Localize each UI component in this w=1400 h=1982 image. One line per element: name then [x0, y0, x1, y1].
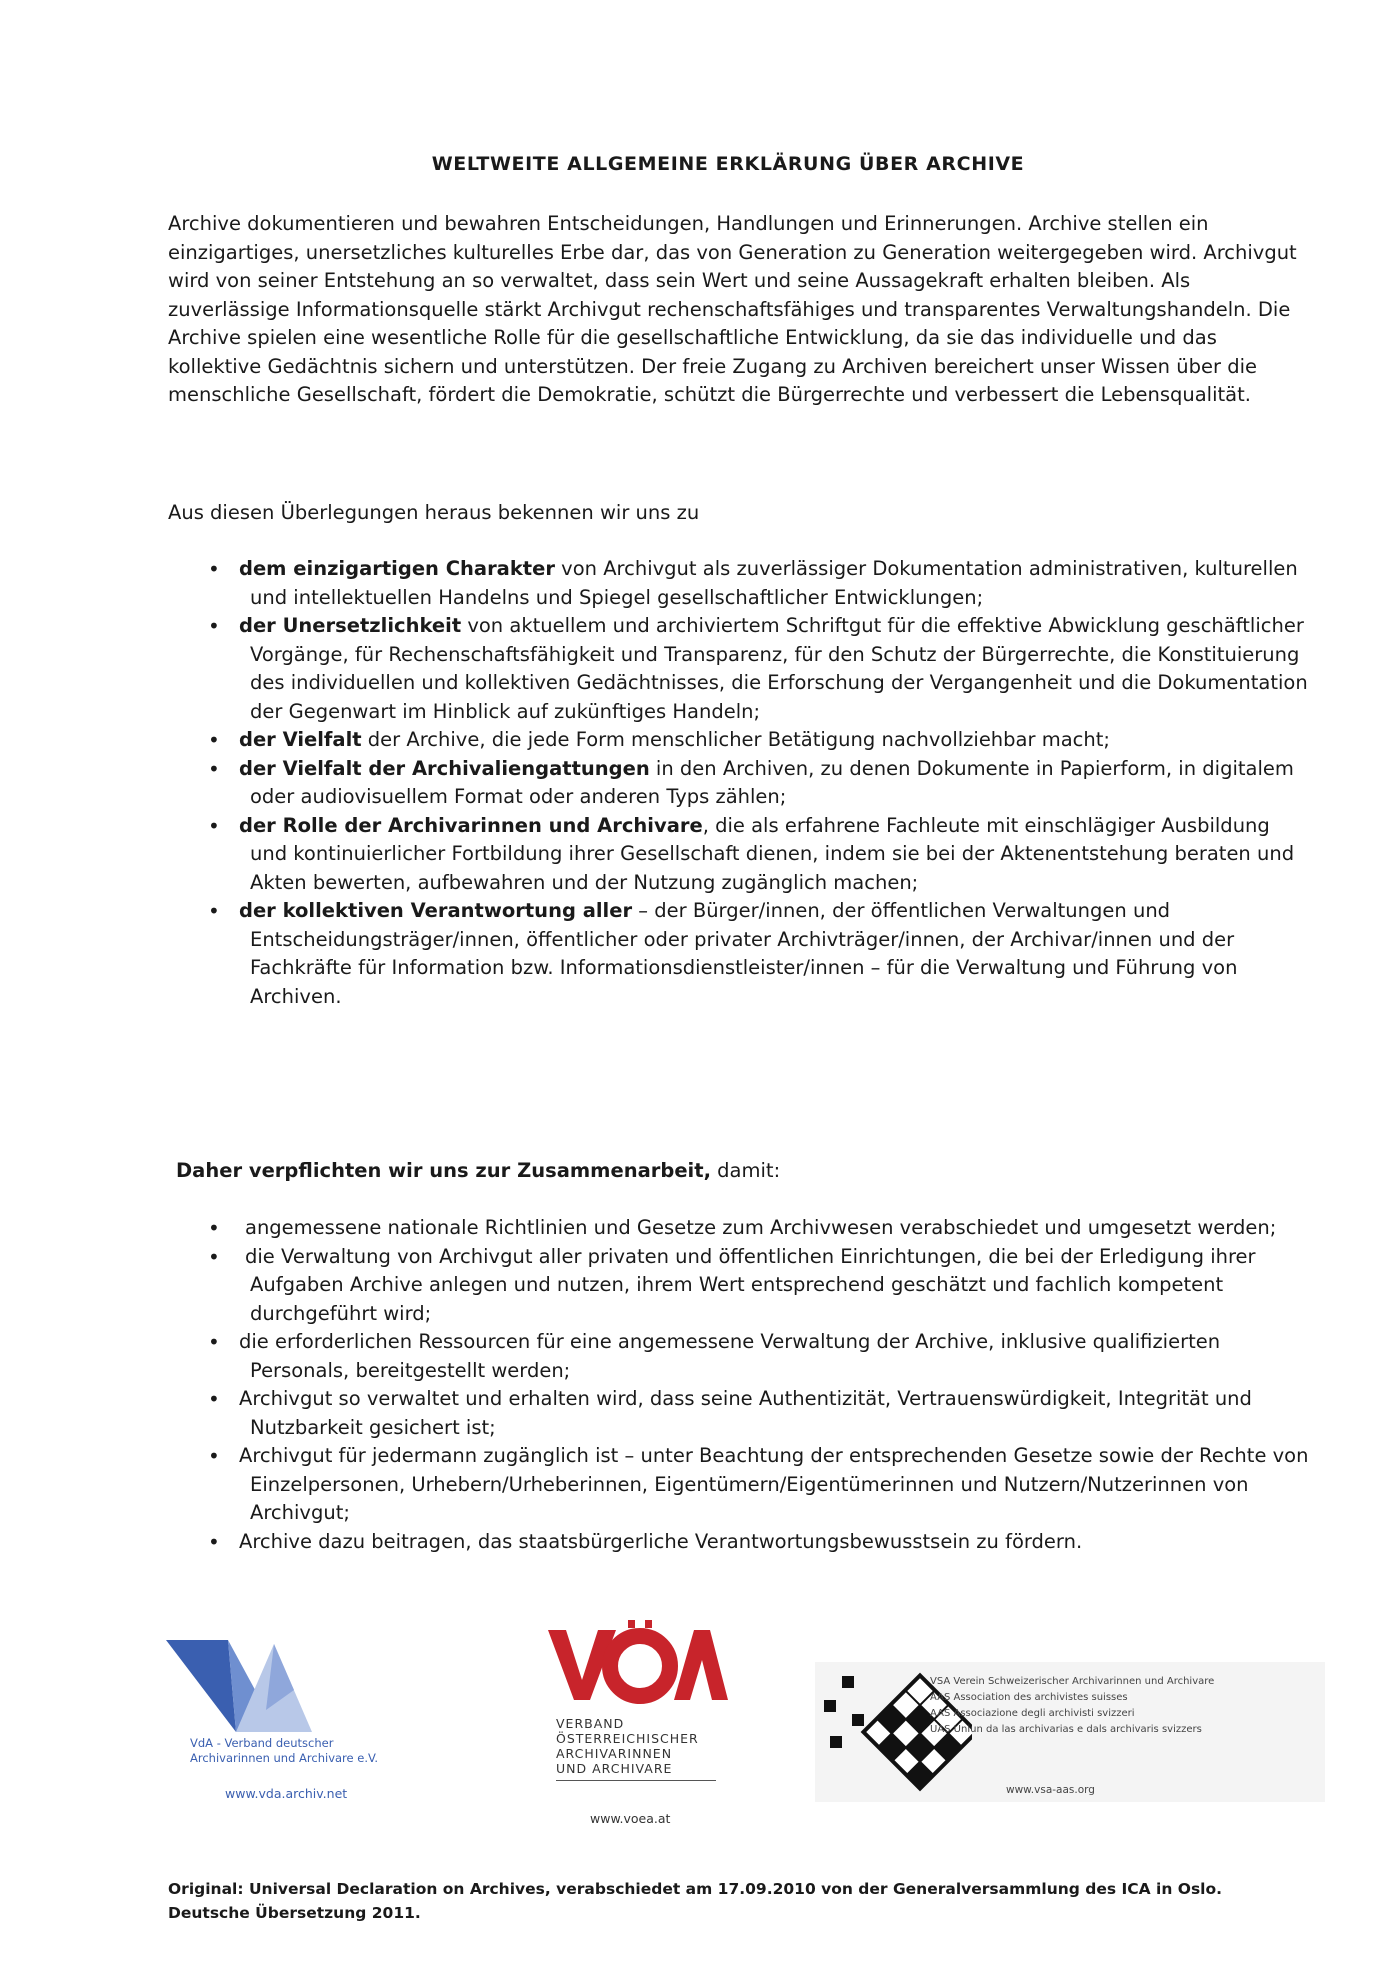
- bullet-icon: •: [208, 756, 220, 781]
- item-text: in den Archiven, zu denen Dokumente in Papierform, in digitalem oder audiovisuellem Format oder anderen Typs zählen;: [250, 756, 1294, 808]
- voa-name-line: ÖSTERREICHISCHER: [556, 1731, 699, 1746]
- cooperation-heading: [176, 1157, 1276, 1186]
- item-bold-lead: der Vielfalt der Archivaliengattungen: [239, 756, 650, 780]
- vsa-name-line: AAS Associazione degli archivisti svizzeri: [930, 1708, 1135, 1719]
- vda-logo-mark: [166, 1640, 236, 1732]
- item-text: Archive dazu beitragen, das staatsbürgerliche Verantwortungsbewusstsein zu fördern.: [239, 1529, 1083, 1553]
- footer-note: [168, 1877, 1368, 1925]
- voa-logo-letter: [674, 1630, 728, 1700]
- voa-logo-letter: [628, 1620, 635, 1628]
- item-bold-lead: der Rolle der Archivarinnen und Archivare: [239, 813, 703, 837]
- cooperation-bold: Daher verpflichten wir uns zur Zusammenarbeit,: [176, 1159, 711, 1182]
- voa-logo: [548, 1620, 728, 1712]
- item-text: Archivgut für jedermann zugänglich ist – unter Beachtung der entsprechenden Gesetze sowie der Rechte von Einzelpersonen, Urhebern/Urheberinnen, Eigentümern/Eigentümerinnen und Nutzern/Nutzerinnen von Archivgut;: [239, 1444, 1309, 1524]
- vsa-logo-square: [824, 1700, 836, 1712]
- item-bold-lead: der kollektiven Verantwortung aller: [239, 899, 633, 922]
- vsa-url: www.vsa-aas.org: [1006, 1784, 1095, 1796]
- voa-name: [556, 1716, 736, 1776]
- voa-url: www.voea.at: [590, 1811, 671, 1826]
- bullet-icon: •: [208, 557, 220, 581]
- vda-logo: [166, 1640, 426, 1800]
- list-item: [210, 1214, 1310, 1243]
- voa-name-line: VERBAND: [556, 1716, 625, 1731]
- list-item: [210, 1442, 1310, 1528]
- list-item: [210, 1385, 1310, 1442]
- vda-caption-line: Archivarinnen und Archivare e.V.: [190, 1751, 379, 1765]
- list-item: [210, 1528, 1310, 1557]
- vsa-name-line: VSA Verein Schweizerischer Archivarinnen und Archivare: [930, 1676, 1215, 1687]
- list-item: [210, 755, 1310, 812]
- item-text: – der Bürger/innen, der öffentlichen Verwaltungen und Entscheidungsträger/innen, öffentlicher oder privater Archivträger/innen, der Archivar/innen und der Fachkräfte für Information bzw. Informationsdienstleister/innen – für die Verwaltung und Führung von Archiven.: [250, 899, 1238, 1008]
- vda-caption-line: VdA - Verband deutscher: [190, 1736, 334, 1750]
- item-text: , die als erfahrene Fachleute mit einschlägiger Ausbildung und kontinuierlicher Fortbildung ihrer Gesellschaft dienen, indem sie bei der Aktenentstehung beraten und Akten bewerten, aufbewahren und der Nutzung zugänglich machen;: [250, 813, 1295, 894]
- list-item: [210, 897, 1310, 1011]
- footer-line: Original: Universal Declaration on Archives, verabschiedet am 17.09.2010 von der Generalversammlung des ICA in Oslo.: [168, 1880, 1223, 1898]
- bullet-icon: •: [208, 813, 220, 838]
- vsa-names: [930, 1674, 1310, 1738]
- goals-list: [210, 1214, 1310, 1556]
- bullet-icon: •: [208, 899, 220, 923]
- commitment-intro: Aus diesen Überlegungen heraus bekennen wir uns zu: [168, 501, 700, 524]
- voa-name-line: ARCHIVARINNEN: [556, 1746, 673, 1761]
- bullet-icon: •: [208, 728, 220, 752]
- item-bold-lead: der Vielfalt: [239, 728, 362, 751]
- list-item: [210, 612, 1310, 726]
- bullet-icon: •: [208, 614, 220, 638]
- vsa-name-line: UAS Uniun da las archivarias e dals archivaris svizzers: [930, 1724, 1202, 1735]
- vda-url: www.vda.archiv.net: [225, 1786, 348, 1801]
- item-text: von aktuellem und archiviertem Schriftgut für die effektive Abwicklung geschäftlicher Vorgänge, für Rechenschaftsfähigkeit und Transparenz, für den Schutz der Bürgerrechte, die Konstituierung des individuellen und kollektiven Gedächtnisses, die Erforschung der Vergangenheit und die Dokumentation der Gegenwart im Hinblick auf zukünftiges Handeln;: [250, 614, 1308, 723]
- bullet-icon: •: [208, 1387, 220, 1411]
- vsa-name-line: AAS Association des archivistes suisses: [930, 1692, 1128, 1703]
- bullet-icon: •: [208, 1330, 220, 1354]
- footer-line: Deutsche Übersetzung 2011.: [168, 1904, 421, 1922]
- voa-divider: [556, 1780, 716, 1781]
- item-text: angemessene nationale Richtlinien und Gesetze zum Archivwesen verabschiedet und umgesetzt werden;: [245, 1216, 1277, 1239]
- cooperation-text: damit:: [710, 1159, 781, 1182]
- item-text: Archivgut so verwaltet und erhalten wird, dass seine Authentizität, Vertrauenswürdigkeit, Integrität und Nutzbarkeit gesichert ist;: [239, 1387, 1252, 1439]
- intro-paragraph: Archive dokumentieren und bewahren Entscheidungen, Handlungen und Erinnerungen. Archive stellen ein einzigartiges, unersetzliches kulturelles Erbe dar, das von Generation zu Generation weitergegeben wird. Archivgut wird von seiner Entstehung an so verwaltet, dass sein Wert und seine Aussagekraft erhalten bleiben. Als zuverlässige Informationsquelle stärkt Archivgut rechenschaftsfähiges und transparentes Verwaltungshandeln. Die Archive spielen eine wesentliche Rolle für die gesellschaftliche Entwicklung, da sie das individuelle und das kollektive Gedächtnis sichern und unterstützen. Der freie Zugang zu Archiven bereichert unser Wissen über die menschliche Gesellschaft, fördert die Demokratie, schützt die Bürgerrechte und verbessert die Lebensqualität.: [168, 212, 1297, 406]
- item-text: der Archive, die jede Form menschlicher Betätigung nachvollziehbar macht;: [361, 728, 1110, 751]
- item-text: von Archivgut als zuverlässiger Dokumentation administrativen, kulturellen und intellektuellen Handelns und Spiegel gesellschaftlicher Entwicklungen;: [250, 557, 1298, 609]
- document-title: WELTWEITE ALLGEMEINE ERKLÄRUNG ÜBER ARCHIVE: [431, 153, 1025, 175]
- vda-caption: [190, 1736, 450, 1766]
- item-bold-lead: der Unersetzlichkeit: [239, 614, 462, 637]
- voa-logo-letter: [610, 1636, 670, 1696]
- bullet-icon: •: [208, 1216, 220, 1240]
- vsa-logo-square: [830, 1736, 842, 1748]
- list-item: [210, 555, 1310, 612]
- list-item: [210, 812, 1310, 898]
- item-bold-lead: dem einzigartigen Charakter: [239, 557, 555, 580]
- voa-logo-letter: [645, 1620, 652, 1628]
- vsa-logo-square: [842, 1676, 854, 1688]
- item-text: die Verwaltung von Archivgut aller privaten und öffentlichen Einrichtungen, die bei der Erledigung ihrer Aufgaben Archive anlegen und nutzen, ihrem Wert entsprechend geschätzt und fachlich kompetent durchgeführt wird;: [245, 1244, 1256, 1325]
- commitment-list: [210, 555, 1310, 1011]
- item-text: die erforderlichen Ressourcen für eine angemessene Verwaltung der Archive, inklusive qualifizierten Personals, bereitgestellt werden;: [239, 1330, 1221, 1382]
- voa-name-line: UND ARCHIVARE: [556, 1761, 673, 1776]
- list-item: [210, 1243, 1310, 1329]
- bullet-icon: •: [208, 1444, 220, 1468]
- bullet-icon: •: [208, 1529, 220, 1554]
- vsa-logo-square: [852, 1714, 864, 1726]
- list-item: [210, 726, 1310, 755]
- list-item: [210, 1328, 1310, 1385]
- bullet-icon: •: [208, 1244, 220, 1269]
